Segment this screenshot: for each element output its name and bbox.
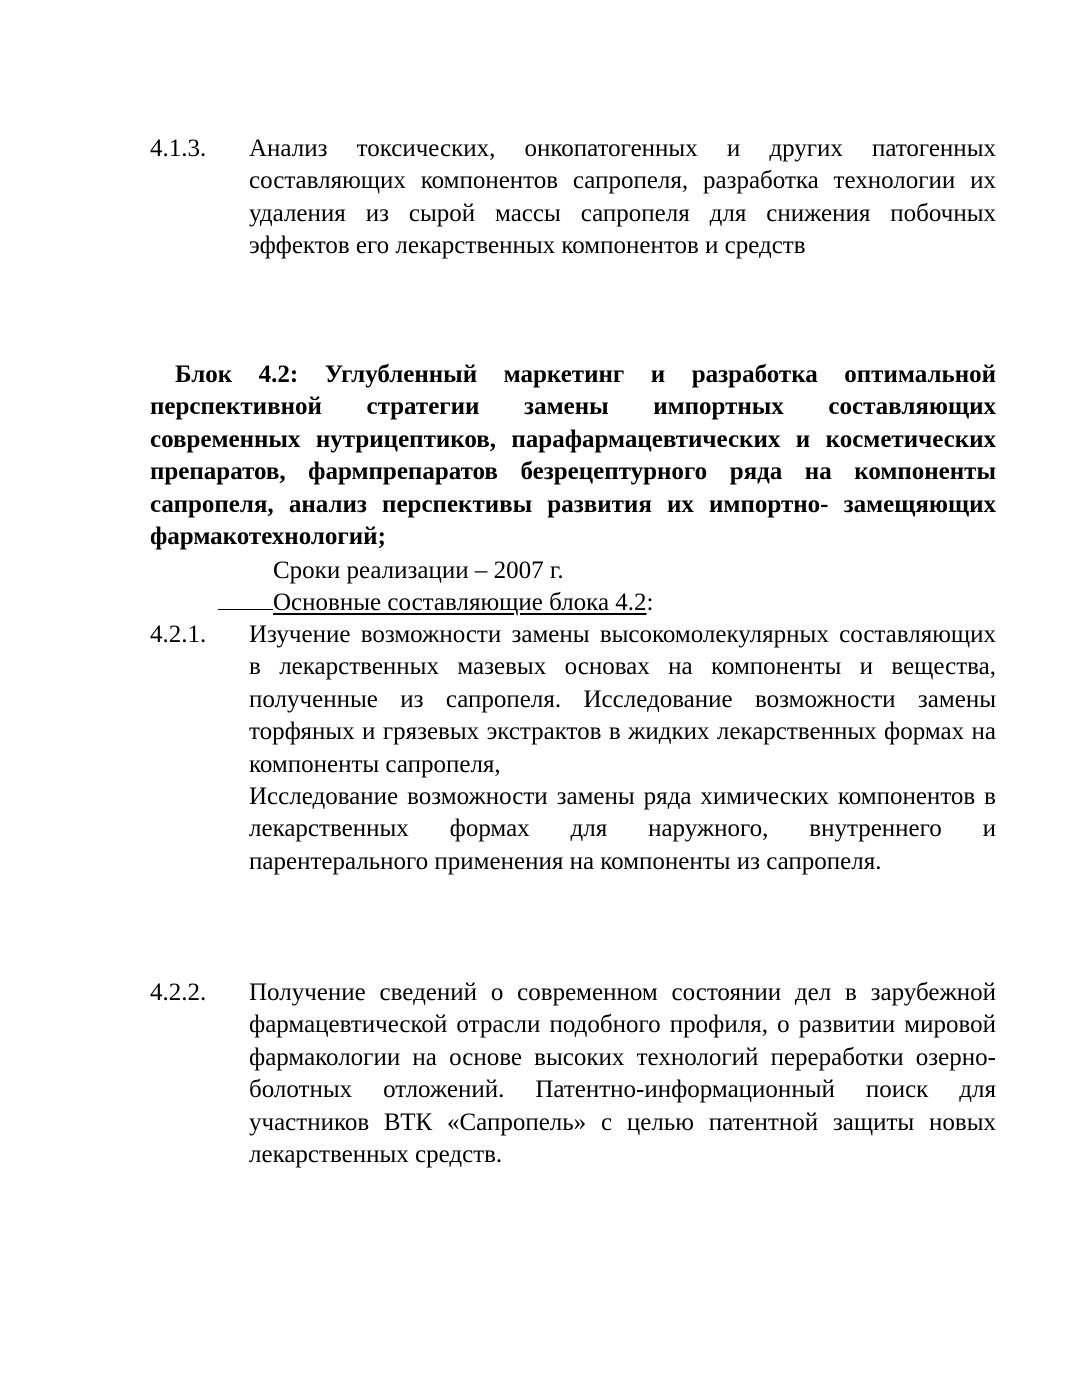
components-label-colon: : <box>646 589 654 616</box>
item-body <box>249 619 996 878</box>
underline-pad <box>218 587 273 610</box>
section-item-4-2-2 <box>150 977 996 1171</box>
section-item-4-1-3 <box>150 133 996 263</box>
item-number: 4.2.1. <box>150 621 207 648</box>
item-body <box>249 133 996 263</box>
block-term: Сроки реализации – 2007 г. <box>273 557 564 584</box>
item-number: 4.1.3. <box>150 135 207 162</box>
components-label-text: Основные составляющие блока 4.2 <box>273 589 647 616</box>
item-body <box>249 977 996 1171</box>
block-components-label <box>218 587 654 619</box>
block-heading: Блок 4.2: Углубленный маркетинг и разработка оптимальной перспективной стратегии замены импортных составляющих современных нутрицептиков, парафармацевтических и косметических препаратов, фармпрепаратов безрецептурного ряда на компоненты сапропеля, анализ перспективы развития их импортно- замещяющих фармакотехнологий; <box>150 361 996 551</box>
item-number: 4.2.2. <box>150 979 207 1006</box>
section-item-4-2-1 <box>150 619 996 878</box>
item-paragraph: Анализ токсических, онкопатогенных и других патогенных составляющих компонентов сапропеля, разработка технологии их удаления из сырой массы сапропеля для снижения побочных эффектов его лекарственных компонентов и средств <box>249 135 996 260</box>
item-paragraph: Получение сведений о современном состоянии дел в зарубежной фармацевтической отрасли подобного профиля, о развитии мировой фармакологии на основе высоких технологий переработки озерно-болотных отложений. Патентно-информационный поиск для участников ВТК «Сапропель» с целью патентной защиты новых лекарственных средств. <box>249 979 996 1169</box>
item-paragraph: Изучение возможности замены высокомолекулярных составляющих в лекарственных мазевых основах на компоненты и вещества, полученные из сапропеля. Исследование возможности замены торфяных и грязевых экстрактов в жидких лекарственных формах на компоненты сапропеля, <box>249 621 996 778</box>
item-paragraph: Исследование возможности замены ряда химических компонентов в лекарственных формах для наружного, внутреннего и парентерального применения на компоненты из сапропеля. <box>249 783 996 875</box>
